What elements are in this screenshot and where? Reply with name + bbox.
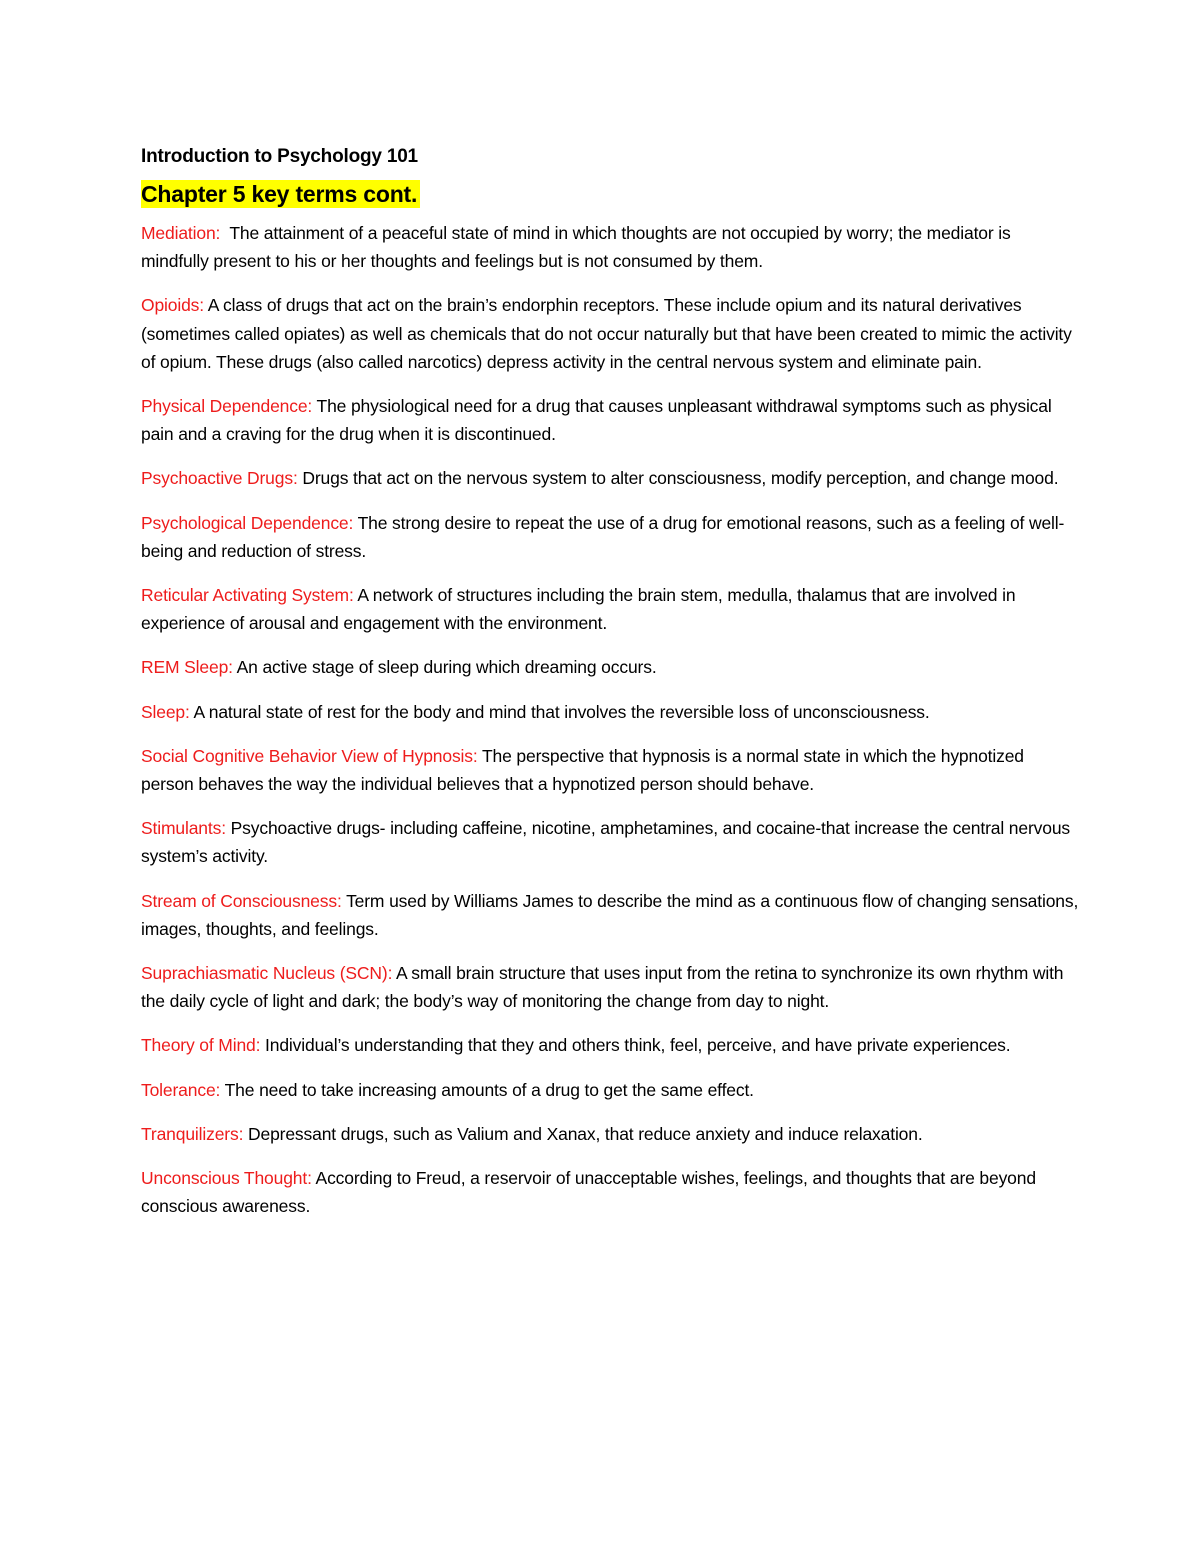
key-term-definition: Drugs that act on the nervous system to alter consciousness, modify perception, and change mood. bbox=[297, 468, 1059, 489]
document-content bbox=[141, 139, 1081, 1236]
key-term-definition: According to Freud, a reservoir of unacceptable wishes, feelings, and thoughts that are beyond conscious awareness. bbox=[141, 1168, 1041, 1217]
key-term-name: Reticular Activating System: bbox=[141, 585, 354, 606]
key-term-entry bbox=[141, 291, 1081, 376]
key-term-entry bbox=[141, 959, 1081, 1015]
key-term-name: Tolerance: bbox=[141, 1079, 221, 1100]
key-term-definition: The strong desire to repeat the use of a drug for emotional reasons, such as a feeling of well-being and reduction of stress. bbox=[141, 512, 1065, 561]
key-term-definition: Term used by Williams James to describe the mind as a continuous flow of changing sensations, images, thoughts, and feelings. bbox=[141, 890, 1083, 939]
key-term-name: Sleep: bbox=[141, 701, 190, 722]
key-term-entry bbox=[141, 1076, 1081, 1104]
key-term-entry bbox=[141, 814, 1081, 870]
key-term-definition: An active stage of sleep during which dreaming occurs. bbox=[232, 657, 657, 678]
key-term-definition: The perspective that hypnosis is a normal state in which the hypnotized person behaves the way the individual believes that a hypnotized person should behave. bbox=[141, 745, 1029, 795]
key-term-name: Stream of Consciousness: bbox=[141, 890, 342, 911]
chapter-heading-highlight: Chapter 5 key terms cont. bbox=[141, 180, 420, 208]
key-term-name: Physical Dependence: bbox=[141, 396, 313, 417]
key-term-entry bbox=[141, 464, 1081, 492]
key-term-entry bbox=[141, 653, 1081, 681]
key-term-definition: A small brain structure that uses input from the retina to synchronize its own rhythm with the daily cycle of light and dark; the body’s way of monitoring the change from day to night. bbox=[141, 963, 1069, 1012]
key-term-definition: A network of structures including the brain stem, medulla, thalamus that are involved in experience of arousal and engagement with the environment. bbox=[141, 585, 1021, 634]
key-terms-list bbox=[141, 219, 1081, 1220]
key-term-definition: The physiological need for a drug that causes unpleasant withdrawal symptoms such as physical pain and a craving for the drug when it is discontinued. bbox=[141, 396, 1057, 445]
key-term-definition: A class of drugs that act on the brain’s endorphin receptors. These include opium and its natural derivatives (sometimes called opiates) as well as chemicals that do not occur naturally but that have been created to mimic the activity of opium. These drugs (also called narcotics) depress activity in the central nervous system and eliminate pain. bbox=[141, 295, 1077, 372]
key-term-name: Unconscious Thought: bbox=[141, 1168, 312, 1189]
key-term-entry bbox=[141, 742, 1081, 798]
key-term-entry bbox=[141, 392, 1081, 448]
key-term-name: REM Sleep: bbox=[141, 657, 233, 678]
key-term-definition: The attainment of a peaceful state of mind in which thoughts are not occupied by worry; the mediator is mindfully present to his or her thoughts and feelings but is not consumed by them. bbox=[141, 223, 1016, 272]
key-term-name: Theory of Mind: bbox=[141, 1035, 261, 1056]
key-term-name: Opioids: bbox=[141, 295, 204, 316]
key-term-name: Stimulants: bbox=[141, 818, 226, 839]
key-term-entry bbox=[141, 509, 1081, 565]
key-term-definition: Psychoactive drugs- including caffeine, nicotine, amphetamines, and cocaine-that increase the central nervous system’s activity. bbox=[141, 818, 1075, 867]
document-title: Introduction to Psychology 101 bbox=[141, 146, 418, 167]
key-term-definition: Depressant drugs, such as Valium and Xanax, that reduce anxiety and induce relaxation. bbox=[243, 1123, 923, 1144]
key-term-entry bbox=[141, 1031, 1081, 1059]
key-term-definition: The need to take increasing amounts of a drug to get the same effect. bbox=[220, 1079, 754, 1100]
key-term-definition: A natural state of rest for the body and mind that involves the reversible loss of unconsciousness. bbox=[189, 701, 930, 722]
key-term-entry bbox=[141, 698, 1081, 726]
key-term-entry bbox=[141, 219, 1081, 275]
key-term-name: Psychological Dependence: bbox=[141, 512, 354, 533]
key-term-entry bbox=[141, 581, 1081, 637]
key-term-entry bbox=[141, 887, 1081, 943]
key-term-definition: Individual’s understanding that they and others think, feel, perceive, and have private experiences. bbox=[260, 1035, 1011, 1056]
key-term-name: Tranquilizers: bbox=[141, 1123, 244, 1144]
key-term-name: Psychoactive Drugs: bbox=[141, 468, 298, 489]
chapter-heading bbox=[141, 179, 1081, 209]
key-term-name: Mediation: bbox=[141, 223, 221, 243]
key-term-name: Suprachiasmatic Nucleus (SCN): bbox=[141, 963, 393, 984]
key-term-entry bbox=[141, 1164, 1081, 1220]
key-term-entry bbox=[141, 1120, 1081, 1148]
key-term-name: Social Cognitive Behavior View of Hypnosis: bbox=[141, 745, 478, 766]
